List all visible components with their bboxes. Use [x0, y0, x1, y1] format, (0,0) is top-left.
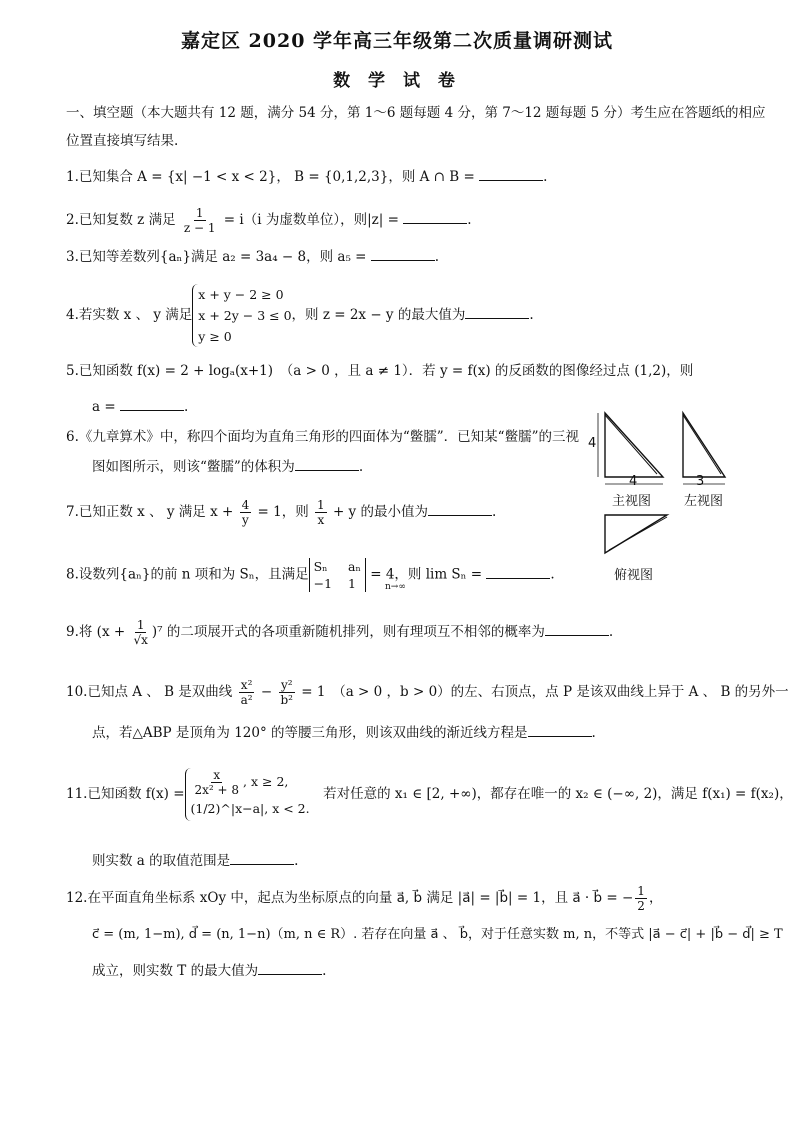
side-view-label: 左视图 — [684, 494, 724, 509]
numerator: x² — [240, 678, 253, 692]
fraction — [240, 498, 252, 527]
dimension-label-height: 4 — [588, 436, 597, 451]
dimension-label-front-width: 4 — [629, 474, 638, 489]
question-11-cont: 则实数 a 的取值范围是 . — [92, 853, 299, 869]
denominator: x — [317, 513, 325, 527]
limit-subscript: n→∞ — [385, 582, 406, 592]
piece-condition: , x < 2. — [264, 801, 310, 816]
q11-text: 11.已知函数 f(x) = — [66, 786, 185, 802]
q12-text-line3: 成立，则实数 T 的最大值为 — [92, 963, 259, 979]
matrix-entry: Sₙ — [313, 559, 328, 574]
q9-text: 9.将 (x + — [66, 624, 130, 640]
front-view-inner-line — [605, 415, 657, 474]
q12-text-post: ， — [648, 890, 663, 906]
q6-text: 图如图所示，则该“鳖臑”的体积为 — [92, 459, 295, 475]
answer-blank[interactable] — [528, 724, 592, 737]
q3-text: 3.已知等差数列{aₙ}满足 a₂ = 3a₄ − 8，则 a₅ = — [66, 249, 371, 265]
piecewise-definition — [185, 768, 310, 821]
answer-blank[interactable] — [479, 168, 543, 181]
denominator: b² — [280, 693, 293, 707]
q4-text-post: ，则 z = 2x − y 的最大值为 — [291, 307, 466, 323]
q4-text: 4.若实数 x 、 y 满足 — [66, 307, 193, 323]
question-12-cont2: 成立，则实数 T 的最大值为 . — [92, 963, 327, 979]
numerator: 1 — [136, 618, 145, 632]
answer-blank[interactable] — [545, 623, 609, 636]
denominator: √x — [133, 633, 148, 647]
question-11 — [66, 768, 793, 821]
dimension-label-side-width: 3 — [696, 474, 705, 489]
q10-text-line2: 点，若△ABP 是顶角为 120° 的等腰三角形，则该双曲线的渐近线方程是 — [92, 725, 528, 741]
answer-blank[interactable] — [258, 962, 322, 975]
question-6: 6.《九章算术》中，称四个面均为直角三角形的四面体为“鳖臑”．已知某“鳖臑”的三视 — [66, 429, 579, 445]
numerator: 1 — [317, 498, 325, 512]
matrix-entry: −1 — [313, 576, 333, 591]
constraint-system — [192, 284, 291, 347]
front-view-triangle — [605, 413, 663, 477]
constraint: x + 2y − 3 ≤ 0 — [198, 308, 292, 323]
question-5: 5.已知函数 f(x) = 2 + logₐ(x+1) （a > 0 ，且 a ≠ 1）．若 y = f(x) 的反函数的图像经过点 (1,2)，则 — [66, 363, 694, 379]
q2-text: 2.已知复数 z 满足 — [66, 212, 180, 228]
exam-title: 嘉定区 2020 学年高三年级第二次质量调研测试 — [180, 30, 614, 52]
answer-blank[interactable] — [486, 566, 550, 579]
fraction — [239, 678, 255, 707]
q2-text-post: = i（i 为虚数单位），则|z| = — [219, 212, 404, 228]
q10-text: 10.已知点 A 、 B 是双曲线 — [66, 684, 237, 700]
question-9: 9.将 (x + $\frac{1}{√x}$ )⁷ 的二项展开式的各项重新随机排列，则有理项互不相邻的概率为 . — [66, 618, 614, 647]
q11-text-post: 若对任意的 x₁ ∈ [2, +∞)，都存在唯一的 x₂ ∈ (−∞, 2)，满足 f(x₁) = f(x₂)， — [309, 786, 793, 802]
answer-blank[interactable] — [371, 248, 435, 261]
matrix-entry: aₙ — [348, 559, 361, 574]
fraction — [635, 884, 647, 913]
numerator: 1 — [195, 206, 204, 220]
piece-condition: , x ≥ 2, — [243, 774, 289, 789]
front-view-label: 主视图 — [612, 494, 652, 509]
piece-expression: (1/2)^|x−a| — [190, 801, 265, 816]
numerator: y² — [280, 678, 293, 692]
question-12 — [66, 884, 662, 913]
top-view-diagonal — [609, 517, 667, 550]
denominator: z − 1 — [183, 221, 216, 235]
top-view-label: 俯视图 — [614, 568, 654, 583]
fraction — [315, 498, 327, 527]
question-10 — [66, 678, 789, 707]
question-12-cont: c⃗ = (m, 1−m), d⃗ = (n, 1−n)（m, n ∈ R）. 若存在向量 a⃗ 、 b⃗，对于任意实数 m, n，不等式 |a⃗ − c⃗| + |b⃗ − d⃗| ≥ T — [92, 927, 783, 942]
matrix-entry: 1 — [348, 576, 356, 591]
q8-text-post: = 4，则 lim Sₙ = — [365, 566, 487, 583]
answer-blank[interactable] — [465, 306, 529, 319]
answer-blank[interactable] — [230, 852, 294, 865]
numerator: x — [213, 768, 221, 782]
q7-text: 7.已知正数 x 、 y 满足 x + — [66, 504, 238, 520]
answer-blank[interactable] — [120, 398, 184, 411]
fraction — [193, 768, 242, 797]
q7-text-post: + y 的最小值为 — [328, 504, 428, 520]
fraction — [131, 618, 149, 647]
constraint: x + y − 2 ≥ 0 — [198, 287, 284, 302]
section-heading-cont: 位置直接填写结果. — [66, 133, 179, 149]
section-heading: 一、填空题（本大题共有 12 题，满分 54 分，第 1～6 题每题 4 分，第 7～12 题每题 5 分）考生应在答题纸的相应 — [66, 105, 766, 121]
question-6-cont: 图如图所示，则该“鳖臑”的体积为 . — [92, 459, 364, 475]
question-7: 7.已知正数 x 、 y 满足 x + $\frac{4}{y}$ = 1，则 $\frac{1}{x}$ + y 的最小值为 . — [66, 498, 497, 527]
q8-text: 8.设数列{aₙ}的前 n 项和为 Sₙ，且满足 — [66, 566, 309, 583]
question-4: 4.若实数 x 、 y 满足x + y − 2 ≥ 0 x + 2y − 3 ≤ 0 y ≥ 0，则 z = 2x − y 的最大值为 . — [66, 284, 534, 347]
answer-blank[interactable] — [403, 211, 467, 224]
denominator: 2 — [637, 899, 645, 913]
q11-text-line2: 则实数 a 的取值范围是 — [92, 853, 231, 869]
question-3: 3.已知等差数列{aₙ}满足 a₂ = 3a₄ − 8，则 a₅ = . — [66, 249, 440, 265]
denominator: 2x² + 8 — [194, 783, 240, 797]
question-1: 1.已知集合 A = {x| −1 < x < 2}， B = {0,1,2,3}，则 A ∩ B = . — [66, 169, 548, 185]
side-view-inner-line — [683, 415, 721, 474]
denominator: y — [242, 513, 249, 527]
q9-text-post: )⁷ 的二项展开式的各项重新随机排列，则有理项互不相邻的概率为 — [151, 624, 545, 640]
exam-subtitle: 数 学 试 卷 — [333, 71, 461, 91]
question-5-cont: a = . — [92, 399, 189, 415]
numerator: 4 — [241, 498, 250, 512]
q1-text: 1.已知集合 A = {x| −1 < x < 2}， B = {0,1,2,3}，则 A ∩ B = — [66, 169, 480, 185]
q7-text-mid: = 1，则 — [253, 504, 314, 520]
numerator: 1 — [637, 884, 645, 898]
minus-sign: − — [256, 684, 277, 700]
determinant — [309, 558, 366, 592]
question-2: 2.已知复数 z 满足 $\frac{1}{z - 1}$ = i（i 为虚数单位），则|z| = . — [66, 206, 472, 235]
constraint: y ≥ 0 — [198, 329, 232, 344]
question-10-cont: 点，若△ABP 是顶角为 120° 的等腰三角形，则该双曲线的渐近线方程是 . — [92, 725, 596, 741]
side-view-triangle — [683, 413, 725, 477]
denominator: a² — [240, 693, 253, 707]
fraction — [278, 678, 295, 707]
fraction — [182, 206, 218, 235]
question-8: 8.设数列{aₙ}的前 n 项和为 Sₙ，且满足 Sₙ aₙ −1 1 = 4，则 lim Sₙ = . n→∞ — [66, 558, 555, 592]
answer-blank[interactable] — [295, 458, 359, 471]
q10-text-post: = 1 （a > 0 ，b > 0）的左、右顶点，点 P 是该双曲线上异于 A 、 B 的另外一 — [296, 684, 789, 700]
answer-blank[interactable] — [428, 503, 492, 516]
q5-text: a = — [92, 399, 120, 415]
q12-text: 12.在平面直角坐标系 xOy 中，起点为坐标原点的向量 a⃗, b⃗ 满足 |a⃗| = |b⃗| = 1，且 a⃗ · b⃗ = − — [66, 890, 634, 906]
